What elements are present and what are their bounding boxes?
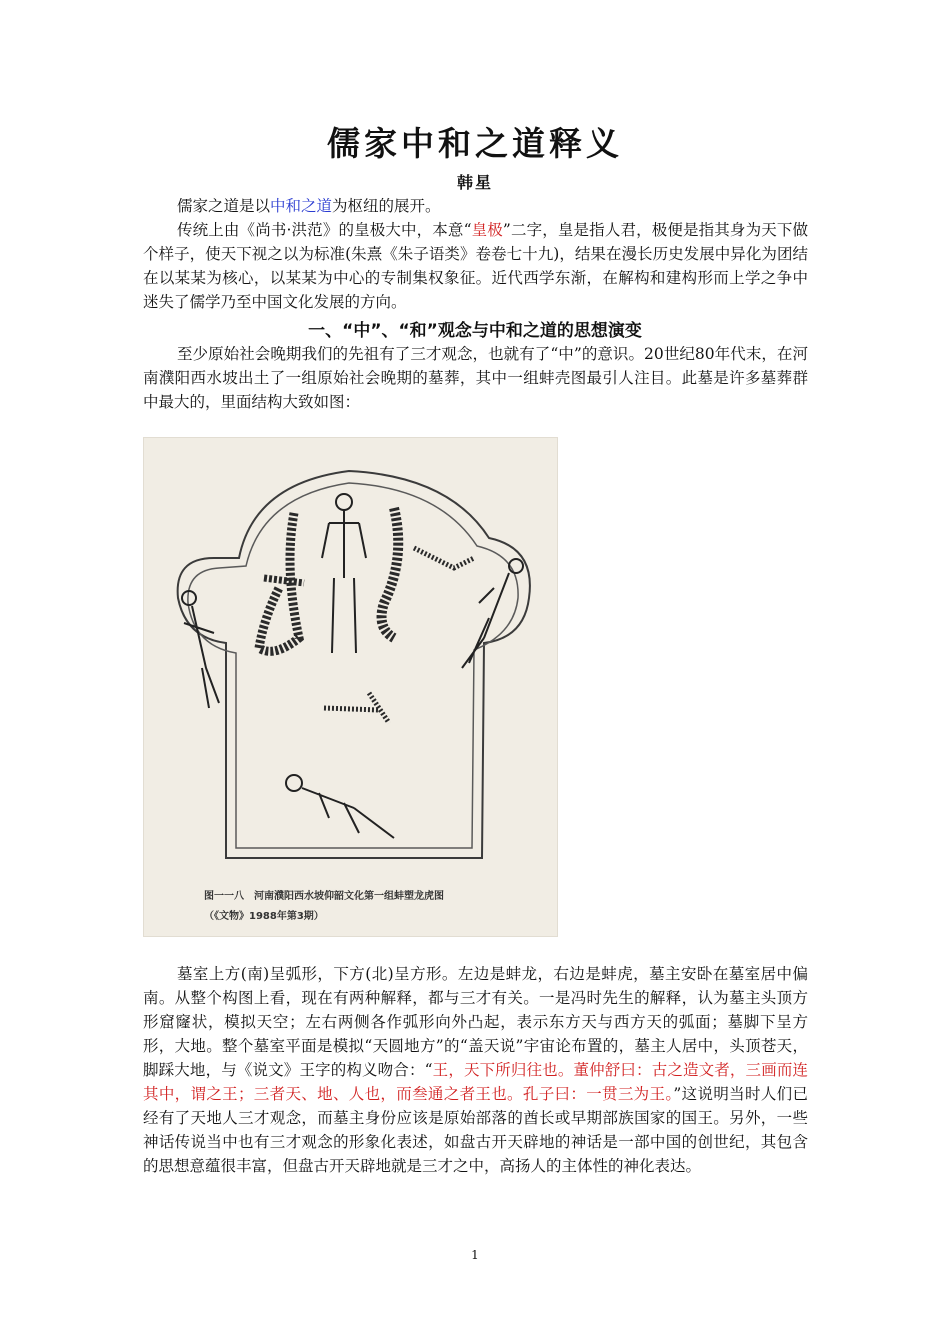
figure-caption-line-2: （《文物》1988年第3期） — [204, 911, 324, 922]
highlight-huangji: 皇极 — [471, 221, 503, 239]
intro-paragraph-1: 儒家之道是以中和之道为枢纽的展开。 — [177, 197, 441, 215]
section1-paragraph-1: 至少原始社会晚期我们的先祖有了三才观念，也就有了“中”的意识。20世纪80年代末，在河南濮阳西水坡出土了一组原始社会晚期的墓葬，其中一组蚌壳图最引人注目。此墓是许多墓葬群中最大的，里面结构大致如图： — [143, 345, 808, 411]
page-number: 1 — [471, 1248, 479, 1262]
tomb-figure — [143, 437, 558, 937]
section-heading-1: 一、“中”、“和”观念与中和之道的思想演变 — [308, 321, 642, 341]
intro-paragraph-2: 传统上由《尚书·洪范》的皇极大中，本意“皇极”二字，皇是指人君，极便是指其身为天下做个样子，使天下视之以为标准(朱熹《朱子语类》卷卷七十九)，结果在漫长历史发展中异化为团结在以某某为核心，以某某为中心的专制集权象征。近代西学东渐，在解构和建构形而上学之争中迷失了儒学乃至中国文化发展的方向。 — [143, 221, 808, 311]
inline-link-zhonghe[interactable]: 中和之道 — [270, 197, 333, 215]
figure-caption-line-1: 图一一八 河南濮阳西水坡仰韶文化第一组蚌塑龙虎图 — [204, 891, 444, 902]
highlight-quote-wang: 王，天下所归往也。董仲舒曰：古之造文者，三画而连其中，谓之王；三者天、地、人也，而叁通之者王也。孔子曰：一贯三为王。 — [143, 1061, 808, 1103]
author-name: 韩星 — [456, 173, 493, 192]
document-title: 儒家中和之道释义 — [327, 124, 623, 163]
section1-paragraph-2: 墓室上方(南)呈弧形，下方(北)呈方形。左边是蚌龙，右边是蚌虎，墓主安卧在墓室居中偏南。从整个构图上看，现在有两种解释，都与三才有关。一是冯时先生的解释，认为墓主头顶方形窟窿状，模拟天空；左右两侧各作弧形向外凸起，表示东方天与西方天的弧面；墓脚下呈方形，大地。整个墓室平面是模拟“天圆地方”的“盖天说”宇宙论布置的，墓主人居中，头顶苍天，脚踩大地，与《说文》王字的构义吻合：“王，天下所归往也。董仲舒曰：古之造文者，三画而连其中，谓之王；三者天、地、人也，而叁通之者王也。孔子曰：一贯三为王。”这说明当时人们已经有了天地人三才观念，而墓主身份应该是原始部落的酋长或早期部族国家的国王。另外，一些神话传说当中也有三才观念的形象化表述，如盘古开天辟地的神话是一部中国的创世纪，其包含的思想意蕴很丰富，但盘古开天辟地就是三才之中，高扬人的主体性的神化表达。 — [143, 965, 808, 1175]
tomb-outline-drawing — [144, 438, 559, 938]
